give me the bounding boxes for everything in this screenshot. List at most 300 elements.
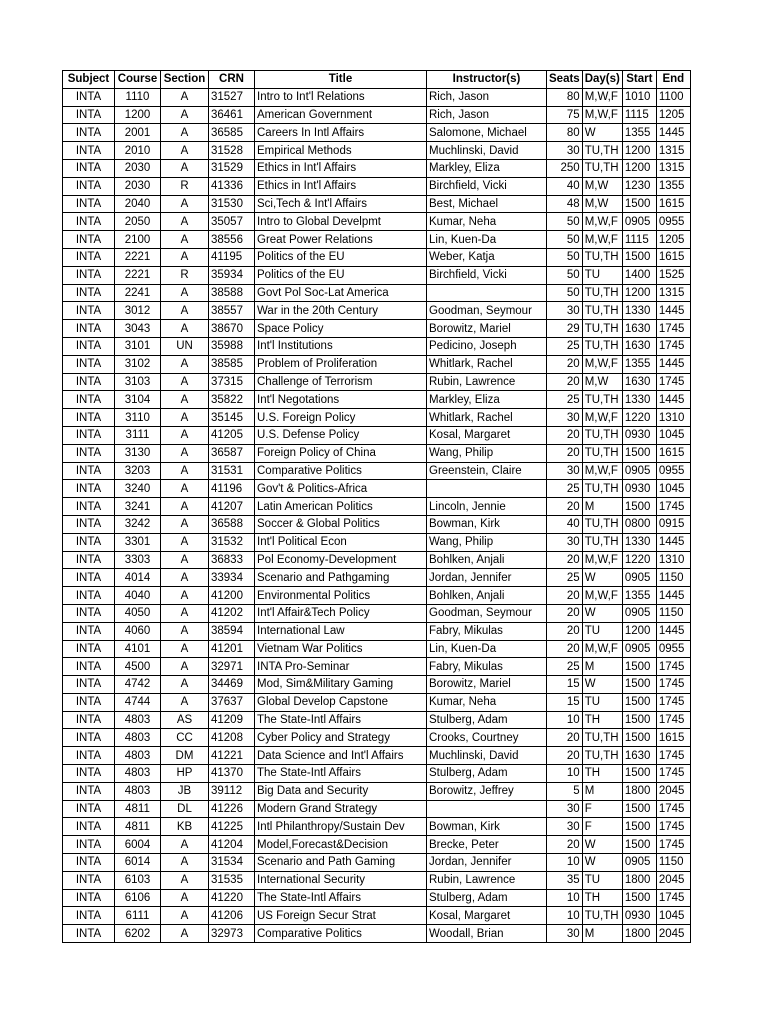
table-row xyxy=(63,266,691,284)
cell-course: 2030 xyxy=(115,177,161,195)
cell-days: TU xyxy=(582,622,622,640)
cell-title: Foreign Policy of China xyxy=(255,444,427,462)
cell-crn: 35145 xyxy=(209,409,255,427)
cell-seats: 20 xyxy=(547,355,583,373)
cell-seats: 20 xyxy=(547,444,583,462)
cell-start: 1330 xyxy=(622,533,656,551)
cell-section: A xyxy=(161,248,209,266)
cell-seats: 20 xyxy=(547,640,583,658)
cell-title: Int'l Affair&Tech Policy xyxy=(255,604,427,622)
cell-instructor: Markley, Eliza xyxy=(427,159,547,177)
cell-crn: 36588 xyxy=(209,515,255,533)
header-instructors: Instructor(s) xyxy=(427,71,547,89)
cell-end: 1150 xyxy=(656,569,690,587)
cell-seats: 25 xyxy=(547,658,583,676)
cell-crn: 41204 xyxy=(209,836,255,854)
cell-course: 2050 xyxy=(115,213,161,231)
cell-seats: 40 xyxy=(547,177,583,195)
cell-section: A xyxy=(161,889,209,907)
cell-section: DM xyxy=(161,747,209,765)
cell-end: 1745 xyxy=(656,836,690,854)
cell-course: 4744 xyxy=(115,693,161,711)
cell-section: A xyxy=(161,854,209,872)
cell-section: A xyxy=(161,925,209,943)
table-row xyxy=(63,533,691,551)
cell-seats: 50 xyxy=(547,213,583,231)
course-schedule-table xyxy=(62,70,691,943)
cell-crn: 38594 xyxy=(209,622,255,640)
cell-days: TU xyxy=(582,871,622,889)
cell-seats: 30 xyxy=(547,142,583,160)
cell-crn: 41336 xyxy=(209,177,255,195)
cell-seats: 25 xyxy=(547,569,583,587)
cell-days: M,W xyxy=(582,177,622,195)
cell-seats: 20 xyxy=(547,604,583,622)
cell-crn: 36833 xyxy=(209,551,255,569)
cell-title: Data Science and Int'l Affairs xyxy=(255,747,427,765)
cell-title: American Government xyxy=(255,106,427,124)
cell-end: 1445 xyxy=(656,391,690,409)
cell-crn: 31529 xyxy=(209,159,255,177)
cell-title: Challenge of Terrorism xyxy=(255,373,427,391)
cell-end: 1310 xyxy=(656,409,690,427)
cell-end: 1045 xyxy=(656,426,690,444)
cell-crn: 38670 xyxy=(209,320,255,338)
cell-days: M xyxy=(582,925,622,943)
cell-instructor: Rubin, Lawrence xyxy=(427,871,547,889)
cell-crn: 36587 xyxy=(209,444,255,462)
cell-start: 1500 xyxy=(622,676,656,694)
cell-days: TU,TH xyxy=(582,284,622,302)
table-row xyxy=(63,213,691,231)
cell-subject: INTA xyxy=(63,729,115,747)
cell-crn: 38557 xyxy=(209,302,255,320)
cell-crn: 41195 xyxy=(209,248,255,266)
cell-days: TH xyxy=(582,711,622,729)
table-row xyxy=(63,729,691,747)
cell-end: 1615 xyxy=(656,444,690,462)
cell-course: 3101 xyxy=(115,337,161,355)
cell-seats: 10 xyxy=(547,907,583,925)
cell-section: A xyxy=(161,498,209,516)
cell-section: A xyxy=(161,533,209,551)
cell-section: A xyxy=(161,426,209,444)
cell-title: Govt Pol Soc-Lat America xyxy=(255,284,427,302)
cell-section: A xyxy=(161,604,209,622)
cell-subject: INTA xyxy=(63,409,115,427)
cell-instructor: Rich, Jason xyxy=(427,88,547,106)
cell-start: 1200 xyxy=(622,622,656,640)
cell-seats: 25 xyxy=(547,391,583,409)
table-row xyxy=(63,604,691,622)
cell-days: F xyxy=(582,818,622,836)
cell-instructor: Best, Michael xyxy=(427,195,547,213)
cell-days: TU,TH xyxy=(582,729,622,747)
cell-seats: 20 xyxy=(547,747,583,765)
cell-title: INTA Pro-Seminar xyxy=(255,658,427,676)
cell-crn: 31534 xyxy=(209,854,255,872)
cell-title: Pol Economy-Development xyxy=(255,551,427,569)
cell-crn: 32971 xyxy=(209,658,255,676)
cell-crn: 37315 xyxy=(209,373,255,391)
cell-instructor: Muchlinski, David xyxy=(427,747,547,765)
table-row xyxy=(63,765,691,783)
cell-start: 0905 xyxy=(622,604,656,622)
cell-end: 1745 xyxy=(656,765,690,783)
cell-seats: 30 xyxy=(547,800,583,818)
cell-start: 1220 xyxy=(622,409,656,427)
cell-course: 4500 xyxy=(115,658,161,676)
cell-section: A xyxy=(161,836,209,854)
cell-end: 2045 xyxy=(656,782,690,800)
cell-crn: 41206 xyxy=(209,907,255,925)
cell-days: TU,TH xyxy=(582,907,622,925)
cell-start: 1115 xyxy=(622,106,656,124)
table-row xyxy=(63,889,691,907)
cell-title: Big Data and Security xyxy=(255,782,427,800)
cell-days: F xyxy=(582,800,622,818)
cell-course: 4050 xyxy=(115,604,161,622)
cell-instructor xyxy=(427,800,547,818)
table-row xyxy=(63,747,691,765)
cell-subject: INTA xyxy=(63,498,115,516)
cell-subject: INTA xyxy=(63,106,115,124)
cell-start: 1500 xyxy=(622,800,656,818)
cell-end: 1315 xyxy=(656,159,690,177)
table-row xyxy=(63,248,691,266)
cell-seats: 20 xyxy=(547,622,583,640)
cell-subject: INTA xyxy=(63,124,115,142)
cell-subject: INTA xyxy=(63,88,115,106)
cell-subject: INTA xyxy=(63,782,115,800)
table-row xyxy=(63,373,691,391)
cell-course: 2221 xyxy=(115,266,161,284)
table-row xyxy=(63,337,691,355)
cell-crn: 33934 xyxy=(209,569,255,587)
cell-instructor: Lin, Kuen-Da xyxy=(427,231,547,249)
cell-days: TU,TH xyxy=(582,142,622,160)
cell-crn: 41201 xyxy=(209,640,255,658)
cell-end: 1205 xyxy=(656,231,690,249)
cell-seats: 10 xyxy=(547,765,583,783)
cell-end: 1525 xyxy=(656,266,690,284)
table-row xyxy=(63,355,691,373)
cell-course: 3110 xyxy=(115,409,161,427)
cell-seats: 30 xyxy=(547,302,583,320)
cell-days: TU xyxy=(582,266,622,284)
table-row xyxy=(63,462,691,480)
cell-subject: INTA xyxy=(63,159,115,177)
cell-days: TU,TH xyxy=(582,337,622,355)
cell-subject: INTA xyxy=(63,248,115,266)
cell-start: 0905 xyxy=(622,569,656,587)
table-row xyxy=(63,515,691,533)
cell-seats: 15 xyxy=(547,676,583,694)
cell-seats: 20 xyxy=(547,373,583,391)
cell-end: 1745 xyxy=(656,337,690,355)
cell-title: Great Power Relations xyxy=(255,231,427,249)
cell-subject: INTA xyxy=(63,320,115,338)
cell-days: W xyxy=(582,569,622,587)
cell-start: 1500 xyxy=(622,889,656,907)
cell-seats: 15 xyxy=(547,693,583,711)
cell-start: 1800 xyxy=(622,782,656,800)
cell-end: 1355 xyxy=(656,177,690,195)
cell-subject: INTA xyxy=(63,676,115,694)
cell-title: Sci,Tech & Int'l Affairs xyxy=(255,195,427,213)
table-row xyxy=(63,302,691,320)
cell-section: A xyxy=(161,284,209,302)
cell-crn: 36585 xyxy=(209,124,255,142)
cell-seats: 35 xyxy=(547,871,583,889)
cell-course: 2040 xyxy=(115,195,161,213)
cell-instructor: Bohlken, Anjali xyxy=(427,587,547,605)
header-days: Day(s) xyxy=(582,71,622,89)
table-row xyxy=(63,159,691,177)
cell-course: 2010 xyxy=(115,142,161,160)
cell-title: Ethics in Int'l Affairs xyxy=(255,159,427,177)
cell-title: U.S. Foreign Policy xyxy=(255,409,427,427)
cell-subject: INTA xyxy=(63,195,115,213)
cell-section: A xyxy=(161,587,209,605)
cell-instructor: Lin, Kuen-Da xyxy=(427,640,547,658)
cell-title: Problem of Proliferation xyxy=(255,355,427,373)
cell-course: 3241 xyxy=(115,498,161,516)
cell-section: A xyxy=(161,409,209,427)
cell-days: M xyxy=(582,658,622,676)
cell-subject: INTA xyxy=(63,907,115,925)
cell-end: 1445 xyxy=(656,587,690,605)
cell-subject: INTA xyxy=(63,337,115,355)
cell-crn: 31527 xyxy=(209,88,255,106)
cell-seats: 30 xyxy=(547,818,583,836)
cell-days: M xyxy=(582,782,622,800)
cell-course: 6202 xyxy=(115,925,161,943)
cell-end: 1745 xyxy=(656,800,690,818)
cell-crn: 38585 xyxy=(209,355,255,373)
cell-days: M,W,F xyxy=(582,587,622,605)
cell-seats: 10 xyxy=(547,889,583,907)
cell-section: A xyxy=(161,462,209,480)
cell-seats: 30 xyxy=(547,925,583,943)
cell-course: 3102 xyxy=(115,355,161,373)
cell-subject: INTA xyxy=(63,622,115,640)
cell-course: 4060 xyxy=(115,622,161,640)
cell-crn: 41196 xyxy=(209,480,255,498)
cell-days: TU,TH xyxy=(582,533,622,551)
cell-instructor: Birchfield, Vicki xyxy=(427,177,547,195)
cell-section: UN xyxy=(161,337,209,355)
table-row xyxy=(63,391,691,409)
cell-section: JB xyxy=(161,782,209,800)
cell-subject: INTA xyxy=(63,355,115,373)
cell-subject: INTA xyxy=(63,587,115,605)
cell-crn: 38556 xyxy=(209,231,255,249)
cell-end: 1445 xyxy=(656,622,690,640)
cell-title: Careers In Intl Affairs xyxy=(255,124,427,142)
cell-days: TU,TH xyxy=(582,391,622,409)
cell-course: 3012 xyxy=(115,302,161,320)
cell-course: 2241 xyxy=(115,284,161,302)
cell-days: W xyxy=(582,124,622,142)
cell-seats: 25 xyxy=(547,480,583,498)
cell-start: 1500 xyxy=(622,818,656,836)
cell-start: 1400 xyxy=(622,266,656,284)
cell-seats: 250 xyxy=(547,159,583,177)
cell-days: TU,TH xyxy=(582,159,622,177)
cell-course: 6103 xyxy=(115,871,161,889)
cell-days: M,W,F xyxy=(582,213,622,231)
cell-end: 1615 xyxy=(656,248,690,266)
cell-start: 1500 xyxy=(622,836,656,854)
table-row xyxy=(63,444,691,462)
cell-title: War in the 20th Century xyxy=(255,302,427,320)
cell-section: A xyxy=(161,871,209,889)
cell-crn: 31530 xyxy=(209,195,255,213)
cell-title: Latin American Politics xyxy=(255,498,427,516)
table-row xyxy=(63,426,691,444)
cell-course: 6111 xyxy=(115,907,161,925)
cell-subject: INTA xyxy=(63,818,115,836)
table-row xyxy=(63,106,691,124)
table-row xyxy=(63,640,691,658)
cell-days: TH xyxy=(582,765,622,783)
cell-crn: 34469 xyxy=(209,676,255,694)
cell-title: Int'l Institutions xyxy=(255,337,427,355)
cell-instructor: Stulberg, Adam xyxy=(427,765,547,783)
cell-start: 1330 xyxy=(622,302,656,320)
cell-instructor: Whitlark, Rachel xyxy=(427,409,547,427)
table-row xyxy=(63,836,691,854)
cell-subject: INTA xyxy=(63,462,115,480)
cell-start: 1230 xyxy=(622,177,656,195)
cell-title: US Foreign Secur Strat xyxy=(255,907,427,925)
cell-instructor: Rich, Jason xyxy=(427,106,547,124)
cell-days: W xyxy=(582,854,622,872)
cell-start: 1355 xyxy=(622,124,656,142)
cell-subject: INTA xyxy=(63,747,115,765)
cell-subject: INTA xyxy=(63,711,115,729)
cell-days: M,W,F xyxy=(582,551,622,569)
cell-title: International Law xyxy=(255,622,427,640)
cell-seats: 20 xyxy=(547,426,583,444)
cell-section: A xyxy=(161,106,209,124)
cell-subject: INTA xyxy=(63,693,115,711)
cell-seats: 30 xyxy=(547,409,583,427)
cell-start: 1630 xyxy=(622,747,656,765)
cell-end: 1745 xyxy=(656,818,690,836)
cell-subject: INTA xyxy=(63,640,115,658)
cell-section: A xyxy=(161,907,209,925)
cell-seats: 50 xyxy=(547,231,583,249)
cell-crn: 41200 xyxy=(209,587,255,605)
cell-days: W xyxy=(582,676,622,694)
header-seats: Seats xyxy=(547,71,583,89)
cell-start: 1630 xyxy=(622,320,656,338)
header-crn: CRN xyxy=(209,71,255,89)
cell-title: Intro to Int'l Relations xyxy=(255,88,427,106)
cell-course: 4803 xyxy=(115,747,161,765)
table-row xyxy=(63,409,691,427)
cell-end: 1745 xyxy=(656,373,690,391)
cell-course: 4803 xyxy=(115,729,161,747)
cell-start: 1500 xyxy=(622,658,656,676)
cell-end: 1615 xyxy=(656,729,690,747)
cell-title: The State-Intl Affairs xyxy=(255,889,427,907)
cell-start: 0905 xyxy=(622,640,656,658)
table-row xyxy=(63,569,691,587)
cell-end: 1745 xyxy=(656,658,690,676)
cell-title: Environmental Politics xyxy=(255,587,427,605)
cell-days: TU,TH xyxy=(582,747,622,765)
cell-start: 1200 xyxy=(622,284,656,302)
cell-instructor: Greenstein, Claire xyxy=(427,462,547,480)
cell-instructor: Muchlinski, David xyxy=(427,142,547,160)
cell-start: 0905 xyxy=(622,213,656,231)
cell-section: A xyxy=(161,355,209,373)
table-row xyxy=(63,284,691,302)
cell-section: R xyxy=(161,177,209,195)
cell-subject: INTA xyxy=(63,444,115,462)
cell-course: 4803 xyxy=(115,782,161,800)
cell-instructor: Bowman, Kirk xyxy=(427,818,547,836)
cell-subject: INTA xyxy=(63,604,115,622)
cell-end: 1045 xyxy=(656,907,690,925)
cell-subject: INTA xyxy=(63,213,115,231)
table-row xyxy=(63,177,691,195)
cell-crn: 31535 xyxy=(209,871,255,889)
cell-instructor: Salomone, Michael xyxy=(427,124,547,142)
cell-days: TU,TH xyxy=(582,320,622,338)
cell-start: 0930 xyxy=(622,480,656,498)
cell-section: A xyxy=(161,515,209,533)
cell-section: AS xyxy=(161,711,209,729)
cell-subject: INTA xyxy=(63,889,115,907)
cell-start: 1500 xyxy=(622,711,656,729)
cell-start: 1630 xyxy=(622,373,656,391)
cell-instructor: Borowitz, Mariel xyxy=(427,320,547,338)
cell-course: 6014 xyxy=(115,854,161,872)
cell-days: M,W,F xyxy=(582,640,622,658)
cell-crn: 41220 xyxy=(209,889,255,907)
cell-days: TU,TH xyxy=(582,248,622,266)
cell-title: Int'l Negotations xyxy=(255,391,427,409)
cell-title: Int'l Political Econ xyxy=(255,533,427,551)
cell-end: 0955 xyxy=(656,640,690,658)
cell-seats: 80 xyxy=(547,88,583,106)
cell-title: The State-Intl Affairs xyxy=(255,711,427,729)
cell-seats: 50 xyxy=(547,248,583,266)
cell-title: The State-Intl Affairs xyxy=(255,765,427,783)
table-row xyxy=(63,711,691,729)
cell-section: A xyxy=(161,391,209,409)
cell-section: A xyxy=(161,551,209,569)
cell-instructor: Goodman, Seymour xyxy=(427,604,547,622)
table-row xyxy=(63,498,691,516)
table-body xyxy=(63,88,691,942)
table-row xyxy=(63,142,691,160)
cell-seats: 30 xyxy=(547,533,583,551)
cell-title: Model,Forecast&Decision xyxy=(255,836,427,854)
cell-crn: 31531 xyxy=(209,462,255,480)
cell-course: 3303 xyxy=(115,551,161,569)
cell-instructor: Markley, Eliza xyxy=(427,391,547,409)
cell-days: TU,TH xyxy=(582,302,622,320)
cell-subject: INTA xyxy=(63,373,115,391)
cell-seats: 29 xyxy=(547,320,583,338)
cell-end: 1745 xyxy=(656,693,690,711)
cell-instructor: Kosal, Margaret xyxy=(427,907,547,925)
